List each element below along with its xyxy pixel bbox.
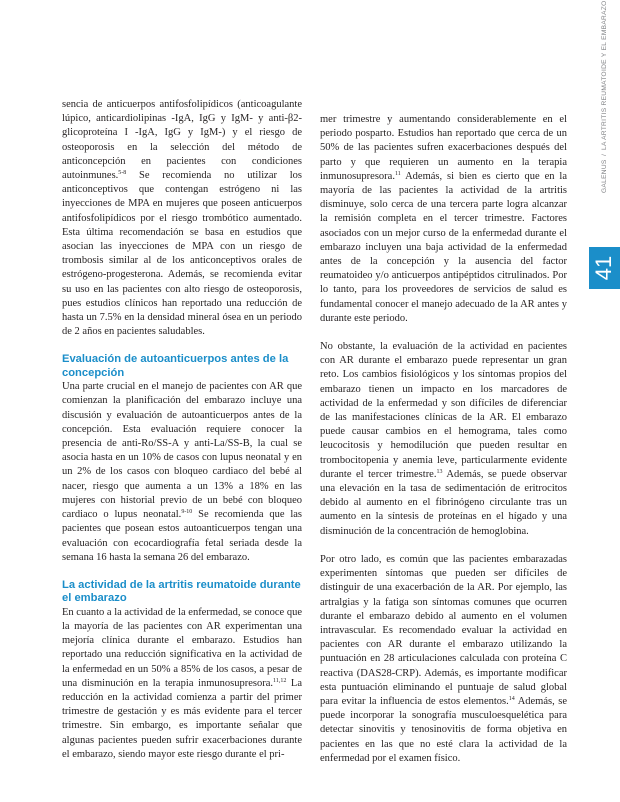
paragraph-text: No obstante, la evaluación de la actividad en pacientes con AR durante el embarazo puede representar un gran reto. Los cambios fisiológicos y los síntomas propios del embarazo tienen un impacto en los marcadores de actividad de la enfermedad y son difíciles de diferenciar de las manifestaciones clínicas de la AR. El embarazo puede causar cambios en el hemograma, tales como leucocitosis y hemodilución que pueden resultar en trombocitopenia y anemia leve, particularmente evidente durante el tercer trimestre. <box>320 341 567 480</box>
paragraph-text: La reducción en la actividad comienza a partir del primer trimestre de gestación y es más evidente para el tercer trimestre. Sin embargo, es importante señalar que algunas pacientes pueden sufrir exacerbaciones durante el embarazo, siendo mayor este riesgo durante el pri- <box>62 677 302 760</box>
citation-ref: 13 <box>436 468 443 475</box>
paragraph <box>62 98 302 339</box>
running-header-sidebar <box>589 0 620 802</box>
paragraph <box>62 606 302 762</box>
paragraph-text: Además, se puede observar una elevación en la tasa de sedimentación de eritrocitos debido al aumento en el fibrinógeno circulante tras un aumento en la síntesis de proteínas en el hígado y una disminución de la concentración de hemoglobina. <box>320 468 568 537</box>
section-heading: Evaluación de autoanticuerpos antes de la concepción <box>62 353 289 379</box>
right-column <box>320 113 567 766</box>
paragraph <box>62 380 302 565</box>
paragraph-text: Por otro lado, es común que las pacientes embarazadas experimenten síntomas que pueden ser difíciles de distinguir de una exacerbación de la AR. Por ejemplo, las artralgias y la fatiga son síntomas comunes que ocurren durante el embarazo debido al aumento en el volumen intravascular. Es recomendado evaluar la actividad en pacientes con AR durante el embarazo utilizando la puntuación en 28 articulaciones calculada con proteína C reactiva (DAS28-CRP). Además, es importante modificar esta puntuación eliminando el puntuaje de salud global para evitar la influencia de estos elementos. <box>320 553 567 707</box>
left-column <box>62 98 302 762</box>
paragraph-text: Además, se puede incorporar la sonografía musculoesquelética para detectar sinovitis y tenosinovitis de forma objetiva en pacientes en las que no esté clara la actividad de la enfermedad por el examen físico. <box>320 695 567 764</box>
header-separator: / <box>601 153 608 156</box>
paragraph-text: Además, si bien es cierto que en la mayoría de las pacientes la actividad de la artritis disminuye, solo cerca de una tercera parte logra alcanzar la remisión completa en el tercer trimestre. Factores asociados con un mejor curso de la enfermedad durante el embarazo incluyen una baja actividad de la enfermedad antes de la concepción y la ausencia del factor reumatoideo y/o anticuerpos antipéptidos citrulinados. Por lo tanto, para los proveedores de servicios de salud es fundamental conocer el manejo adecuado de la AR antes y durante este periodo. <box>320 170 567 324</box>
page-number-box <box>589 247 620 289</box>
page-number: 41 <box>591 255 617 281</box>
paragraph-text: Se recomienda no utilizar los anticonceptivos que contengan estrógeno ni las inyecciones de MPA en mujeres que poseen anticuerpos antifosfolipídicos por el riesgo trombótico aumentado. Esta última recomendación se basa en estudios que asocian las inyecciones de MPA con un riesgo de trombosis similar al de los anticonceptivos orales de estrógeno-progesterona. Además, se recomienda evitar su uso en las pacientes con alto riesgo de osteoporosis, pues estudios clínicos han reportado una reducción de hasta un 7.5% en la densidad mineral ósea en un periodo de 2 años en pacientes saludables. <box>62 170 302 338</box>
section-heading: La actividad de la artritis reumatoide durante el embarazo <box>62 578 301 605</box>
citation-ref: 11,12 <box>273 677 287 684</box>
citation-ref: 11 <box>394 170 401 177</box>
journal-name: GALENUS <box>601 159 608 194</box>
section-title: LA ARTRITIS REUMATOIDE Y EL EMBARAZO <box>601 0 608 150</box>
paragraph <box>320 340 567 539</box>
paragraph-text: Se recomienda que las pacientes que posean estos autoanticuerpos tengan una evaluación con ecocardiografía fetal seriada desde la semana 16 hasta la semana 26 del embarazo. <box>62 509 303 563</box>
paragraph-text: sencia de anticuerpos antifosfolipídicos (anticoagulante lúpico, anticardiolipinas -IgA, IgG y IgM- y anti-β2-glicoproteína I -IgA, IgG y IgM-) y el riesgo de osteoporosis en la selección del método de anticoncepción en pacientes con condiciones autoinmunes. <box>62 99 302 182</box>
paragraph-text: mer trimestre y aumentando considerablemente en el periodo posparto. Estudios han reportado que cerca de un 50% de las pacientes sufren exacerbaciones después del parto y que requieren un aumento en la terapia inmunosupresora. <box>320 114 567 182</box>
citation-ref: 14 <box>508 695 515 702</box>
citation-ref: 5-8 <box>118 170 127 177</box>
paragraph-text: En cuanto a la actividad de la enfermedad, se conoce que la mayoría de las pacientes con AR experimentan una mejoría clínica durante el embarazo. Estudios han reportado una reducción significativa en la actividad de la enfermedad en un 50% a 85% de los casos, a pesar de una disminución en la terapia inmunosupresora. <box>62 606 302 689</box>
citation-ref: 9-10 <box>181 509 193 516</box>
running-header <box>589 0 620 802</box>
paragraph-text: Una parte crucial en el manejo de pacientes con AR que comienzan la planificación del embarazo incluye una discusión y evaluación de autoanticuerpos antes de la concepción. Esta evaluación requiere conocer la presencia de anti-Ro/SS-A y anti-La/SS-B, la cual se asocia hasta en un 10% de casos con lupus neonatal y en un 2% de los casos con bloqueo cardiaco del bebé al nacer, riesgo que aumenta a un 13% a 18% en las mujeres con historial previo de un bebé con bloqueo cardiaco o lupus neonatal. <box>62 381 302 521</box>
paragraph <box>320 113 567 326</box>
paragraph <box>320 553 567 766</box>
